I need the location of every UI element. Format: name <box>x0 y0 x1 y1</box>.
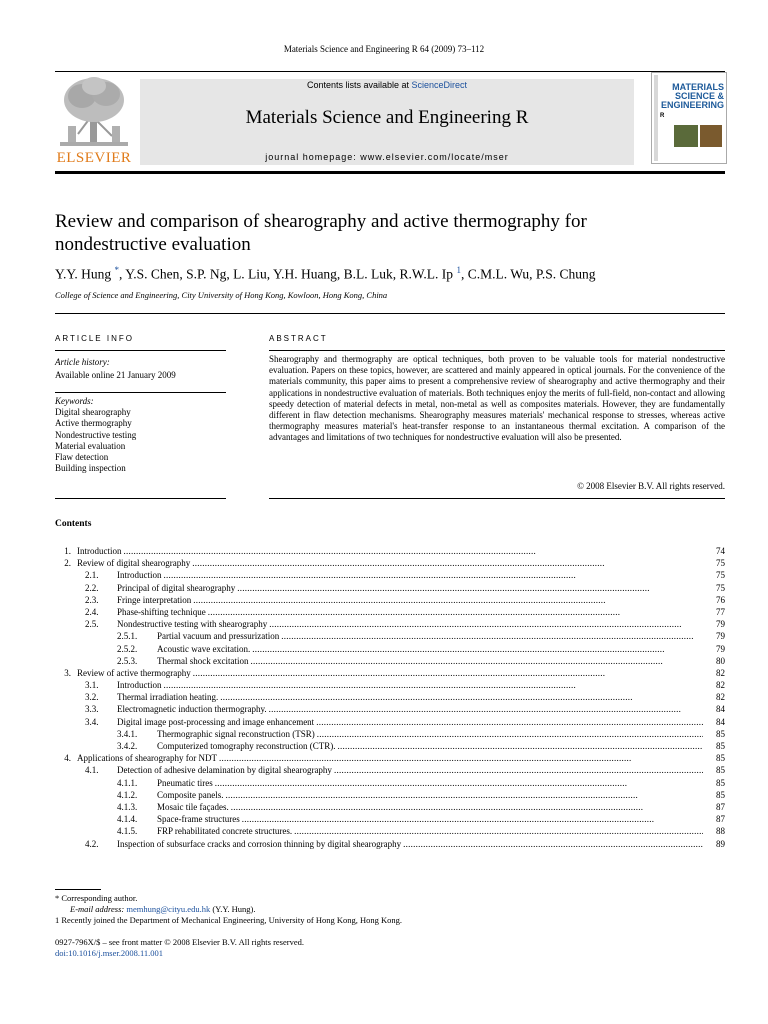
toc-entry-title[interactable]: FRP rehabilitated concrete structures. <box>157 826 293 837</box>
toc-entry-title[interactable]: Introduction <box>77 546 122 556</box>
toc-entry-page[interactable]: 88 <box>716 826 725 837</box>
toc-entry-title[interactable]: Review of active thermography <box>77 667 191 678</box>
toc-entry-number: 2.3. <box>85 594 99 605</box>
abstract-copyright: © 2008 Elsevier B.V. All rights reserved. <box>577 481 725 491</box>
author-list <box>55 265 596 283</box>
toc-leader-dots <box>248 655 703 667</box>
toc-entry[interactable] <box>55 777 725 789</box>
journal-reference: Materials Science and Engineering R 64 (2009) 73–112 <box>283 44 485 54</box>
toc-entry-title[interactable]: Space-frame structures <box>157 814 240 825</box>
toc-entry-title[interactable]: Introduction <box>117 680 162 691</box>
toc-leader-dots <box>213 777 703 789</box>
toc-entry-number: 4.2. <box>85 838 99 849</box>
toc-entry[interactable] <box>55 716 725 728</box>
toc-entry[interactable] <box>55 643 725 655</box>
toc-entry[interactable] <box>55 740 725 752</box>
toc-entry-number: 4.1.5. <box>117 826 138 837</box>
header-top-rule <box>55 71 725 72</box>
article-title: Review and comparison of shearography and active thermography for nondestructive evaluation <box>55 211 587 255</box>
toc-entry-page[interactable]: 82 <box>716 692 725 703</box>
toc-leader-dots <box>162 569 704 581</box>
toc-leader-dots <box>332 764 703 776</box>
table-of-contents <box>55 545 725 850</box>
toc-entry[interactable] <box>55 557 725 569</box>
toc-leader-dots <box>191 667 703 679</box>
keywords-list <box>55 407 136 475</box>
toc-entry-number: 2. <box>64 558 71 569</box>
toc-entry-page[interactable]: 87 <box>716 801 725 812</box>
toc-entry[interactable] <box>55 569 725 581</box>
keyword: Flaw detection <box>55 452 109 463</box>
toc-entry[interactable] <box>55 618 725 630</box>
toc-entry-number: 3.3. <box>85 704 99 715</box>
toc-entry-page[interactable]: 82 <box>716 667 725 678</box>
toc-leader-dots <box>292 825 703 837</box>
toc-entry-page[interactable]: 84 <box>716 716 725 727</box>
toc-entry-title[interactable]: Principal of digital shearography <box>117 582 236 593</box>
toc-leader-dots <box>191 594 703 606</box>
toc-leader-dots <box>162 679 704 691</box>
toc-entry-page[interactable]: 74 <box>716 546 725 556</box>
abstract-rule-bottom <box>269 498 725 499</box>
keywords-label: Keywords: <box>55 396 94 406</box>
toc-entry-page[interactable]: 85 <box>716 765 725 776</box>
toc-leader-dots <box>190 557 703 569</box>
toc-entry-title[interactable]: Mosaic tile façades. <box>157 801 229 812</box>
toc-entry-title[interactable]: Introduction <box>117 570 162 581</box>
toc-entry-title[interactable]: Thermographic signal reconstruction (TSR) <box>157 728 315 739</box>
author-first: Y.Y. Hung <box>55 266 115 282</box>
toc-entry-title[interactable]: Computerized tomography reconstruction (CTR). <box>157 741 336 751</box>
toc-entry-title[interactable]: Composite panels. <box>157 789 224 800</box>
toc-entry[interactable] <box>55 582 725 594</box>
toc-entry-title[interactable]: Applications of shearography for NDT <box>77 753 217 764</box>
footnote-mark-1[interactable]: 1 <box>456 265 461 275</box>
toc-entry-number: 4.1. <box>85 765 99 776</box>
toc-entry-title[interactable]: Thermal shock excitation <box>157 655 249 666</box>
footnote-rule <box>55 889 101 890</box>
keyword: Nondestructive testing <box>55 429 137 440</box>
toc-entry-title[interactable]: Pneumatic tires <box>157 777 213 788</box>
toc-entry-title[interactable]: Thermal irradiation heating. <box>117 692 219 703</box>
toc-leader-dots <box>224 789 704 801</box>
toc-entry-page[interactable]: 89 <box>716 838 725 849</box>
elsevier-tree-icon <box>54 74 134 150</box>
contents-available-prefix: Contents lists available at <box>306 80 412 90</box>
toc-entry-page[interactable]: 84 <box>716 704 725 715</box>
toc-leader-dots <box>267 618 703 630</box>
toc-entry[interactable] <box>55 813 725 825</box>
email-label: E-mail address: <box>70 904 125 914</box>
toc-entry-number: 3.4. <box>85 716 99 727</box>
sciencedirect-link[interactable]: ScienceDirect <box>411 80 468 90</box>
toc-entry[interactable] <box>55 728 725 740</box>
toc-entry-page[interactable]: 87 <box>716 814 725 825</box>
keyword: Material evaluation <box>55 440 126 451</box>
article-info-rule-bottom <box>55 498 226 499</box>
toc-entry-number: 3.4.1. <box>117 728 138 739</box>
elsevier-wordmark: ELSEVIER <box>56 150 132 166</box>
toc-entry-number: 3.4.2. <box>117 741 138 751</box>
toc-entry[interactable] <box>55 691 725 703</box>
author-last: , C.M.L. Wu, P.S. Chung <box>460 266 596 282</box>
issn-line: 0927-796X/$ – see front matter © 2008 Elsevier B.V. All rights reserved. <box>55 937 304 947</box>
toc-entry-page[interactable]: 82 <box>716 680 725 691</box>
toc-leader-dots <box>218 691 703 703</box>
keyword: Digital shearography <box>55 407 131 417</box>
journal-title: Materials Science and Engineering R <box>245 107 529 128</box>
abstract-text: Shearography and thermography are optical techniques, both proven to be valuable tools for material nondestructive evaluation. Papers on these topics, however, are scattered and mainly appeared in optical journals. For the convenience of the materials community, this paper aims to present a comprehensive review of shearography and active thermography and their applications in nondestructive evaluation of materials. Both techniques enjoy the merits of full-field, non-contact and allowing speedy detection of material defects in metal, non-metal as well as composites materials. However, they are fundamentally different in flaw detection mechanisms. Shearography measures materials' mechanical response to stresses, whereas active thermography measures material's heat-transfer response to an instantaneous thermal excitation. A comparison of the advantages and limitations of two techniques for nondestructive evaluation will also be presented. <box>269 354 725 443</box>
article-history-value: Available online 21 January 2009 <box>55 370 176 380</box>
toc-entry-page[interactable]: 85 <box>716 777 725 788</box>
toc-entry-number: 3. <box>64 667 71 678</box>
toc-entry-number: 2.5.1. <box>117 631 138 642</box>
toc-entry-title[interactable]: Partial vacuum and pressurization <box>157 631 280 642</box>
toc-entry[interactable] <box>55 838 725 850</box>
toc-entry-title[interactable]: Electromagnetic induction thermography. <box>117 704 267 715</box>
contents-heading: Contents <box>55 519 92 529</box>
toc-leader-dots <box>401 838 703 850</box>
toc-entry[interactable] <box>55 545 725 557</box>
toc-entry-title[interactable]: Inspection of subsurface cracks and corrosion thinning by digital shearography <box>117 838 402 849</box>
toc-entry-page[interactable]: 85 <box>716 741 725 751</box>
toc-entry-page[interactable]: 76 <box>716 594 725 605</box>
toc-entry-number: 2.5.2. <box>117 643 138 654</box>
toc-entry[interactable] <box>55 825 725 837</box>
toc-entry-page[interactable]: 75 <box>716 558 725 569</box>
toc-entry-number: 2.5.3. <box>117 655 138 666</box>
toc-entry-number: 3.2. <box>85 692 99 703</box>
toc-leader-dots <box>335 740 703 752</box>
toc-entry-number: 3.1. <box>85 680 99 691</box>
affiliation: College of Science and Engineering, City University of Hong Kong, Kowloon, Hong Kong, China <box>55 290 388 300</box>
toc-entry-page[interactable]: 75 <box>716 570 725 581</box>
toc-entry-title[interactable]: Acoustic wave excitation. <box>157 643 251 654</box>
elsevier-logo <box>54 74 134 164</box>
title-rule <box>55 313 725 314</box>
header-bottom-rule <box>55 171 725 174</box>
cover-r-mark: R <box>660 113 665 119</box>
footnote-corresponding: * Corresponding author. <box>55 893 138 903</box>
abstract-heading: ABSTRACT <box>269 334 328 343</box>
toc-entry-page[interactable]: 77 <box>716 606 725 617</box>
toc-leader-dots <box>315 728 703 740</box>
toc-entry-number: 4. <box>64 753 71 764</box>
toc-entry-number: 4.1.2. <box>117 789 138 800</box>
toc-leader-dots <box>217 752 703 764</box>
email-suffix: (Y.Y. Hung). <box>210 904 256 914</box>
toc-entry[interactable] <box>55 679 725 691</box>
cover-image-left <box>674 125 698 147</box>
cover-title: MATERIALS SCIENCE & ENGINEERING <box>660 82 724 110</box>
toc-entry-page[interactable]: 79 <box>716 643 725 654</box>
toc-entry-title[interactable]: Review of digital shearography <box>77 558 191 569</box>
toc-entry-number: 4.1.4. <box>117 814 138 825</box>
doi-link[interactable]: doi:10.1016/j.mser.2008.11.001 <box>55 948 164 958</box>
toc-leader-dots <box>279 630 703 642</box>
toc-entry-number: 4.1.3. <box>117 801 138 812</box>
toc-entry-number: 4.1.1. <box>117 777 138 788</box>
toc-leader-dots <box>229 801 703 813</box>
article-history-label: Article history: <box>55 357 110 367</box>
toc-entry[interactable] <box>55 630 725 642</box>
toc-entry-page[interactable]: 85 <box>716 753 725 764</box>
toc-leader-dots <box>267 703 703 715</box>
toc-entry[interactable] <box>55 667 725 679</box>
keyword: Building inspection <box>55 463 126 474</box>
article-info-rule-top <box>55 350 226 351</box>
toc-entry-number: 2.4. <box>85 606 99 617</box>
toc-entry-title[interactable]: Fringe interpretation <box>117 594 192 605</box>
toc-entry[interactable] <box>55 655 725 667</box>
toc-entry-title[interactable]: Digital image post-processing and image enhancement <box>117 716 315 727</box>
keyword: Active thermography <box>55 418 132 429</box>
email-link[interactable]: memhung@cityu.edu.hk <box>126 904 211 914</box>
toc-entry-page[interactable]: 75 <box>716 582 725 593</box>
toc-entry[interactable] <box>55 764 725 776</box>
toc-entry[interactable] <box>55 789 725 801</box>
article-info-heading: ARTICLE INFO <box>55 334 134 343</box>
toc-entry-number: 1. <box>64 546 71 556</box>
toc-leader-dots <box>235 582 703 594</box>
journal-cover-thumbnail[interactable] <box>651 72 727 164</box>
journal-homepage[interactable]: journal homepage: www.elsevier.com/locate/mser <box>265 152 509 162</box>
footnote-1: 1 Recently joined the Department of Mechanical Engineering, University of Hong Kong, Hong Kong. <box>55 915 402 925</box>
toc-entry-title[interactable]: Detection of adhesive delamination by digital shearography <box>117 765 332 776</box>
toc-leader-dots <box>314 716 703 728</box>
toc-entry[interactable] <box>55 801 725 813</box>
abstract-rule-top <box>269 350 725 351</box>
toc-leader-dots <box>206 606 703 618</box>
footnote-email <box>70 904 255 914</box>
article-info-rule-middle <box>55 392 226 393</box>
toc-entry-page[interactable]: 79 <box>716 631 725 642</box>
toc-leader-dots <box>122 545 704 557</box>
toc-entry-number: 2.5. <box>85 619 99 630</box>
contents-available-line <box>140 80 634 90</box>
toc-leader-dots <box>250 643 703 655</box>
toc-leader-dots <box>240 813 703 825</box>
toc-entry-page[interactable]: 80 <box>716 655 725 666</box>
author-middle: , Y.S. Chen, S.P. Ng, L. Liu, Y.H. Huang, B.L. Luk, R.W.L. Ip <box>119 266 457 282</box>
toc-entry-page[interactable]: 79 <box>716 619 725 630</box>
toc-entry-page[interactable]: 85 <box>716 728 725 739</box>
toc-entry-number: 2.2. <box>85 582 99 593</box>
toc-entry[interactable] <box>55 703 725 715</box>
toc-entry[interactable] <box>55 752 725 764</box>
toc-entry[interactable] <box>55 606 725 618</box>
toc-entry-number: 2.1. <box>85 570 99 581</box>
toc-entry[interactable] <box>55 594 725 606</box>
toc-entry-title[interactable]: Phase-shifting technique <box>117 606 206 617</box>
toc-entry-page[interactable]: 85 <box>716 789 725 800</box>
toc-entry-title[interactable]: Nondestructive testing with shearography <box>117 619 268 630</box>
corresponding-author-mark[interactable]: * <box>114 265 120 275</box>
cover-image-right <box>700 125 722 147</box>
